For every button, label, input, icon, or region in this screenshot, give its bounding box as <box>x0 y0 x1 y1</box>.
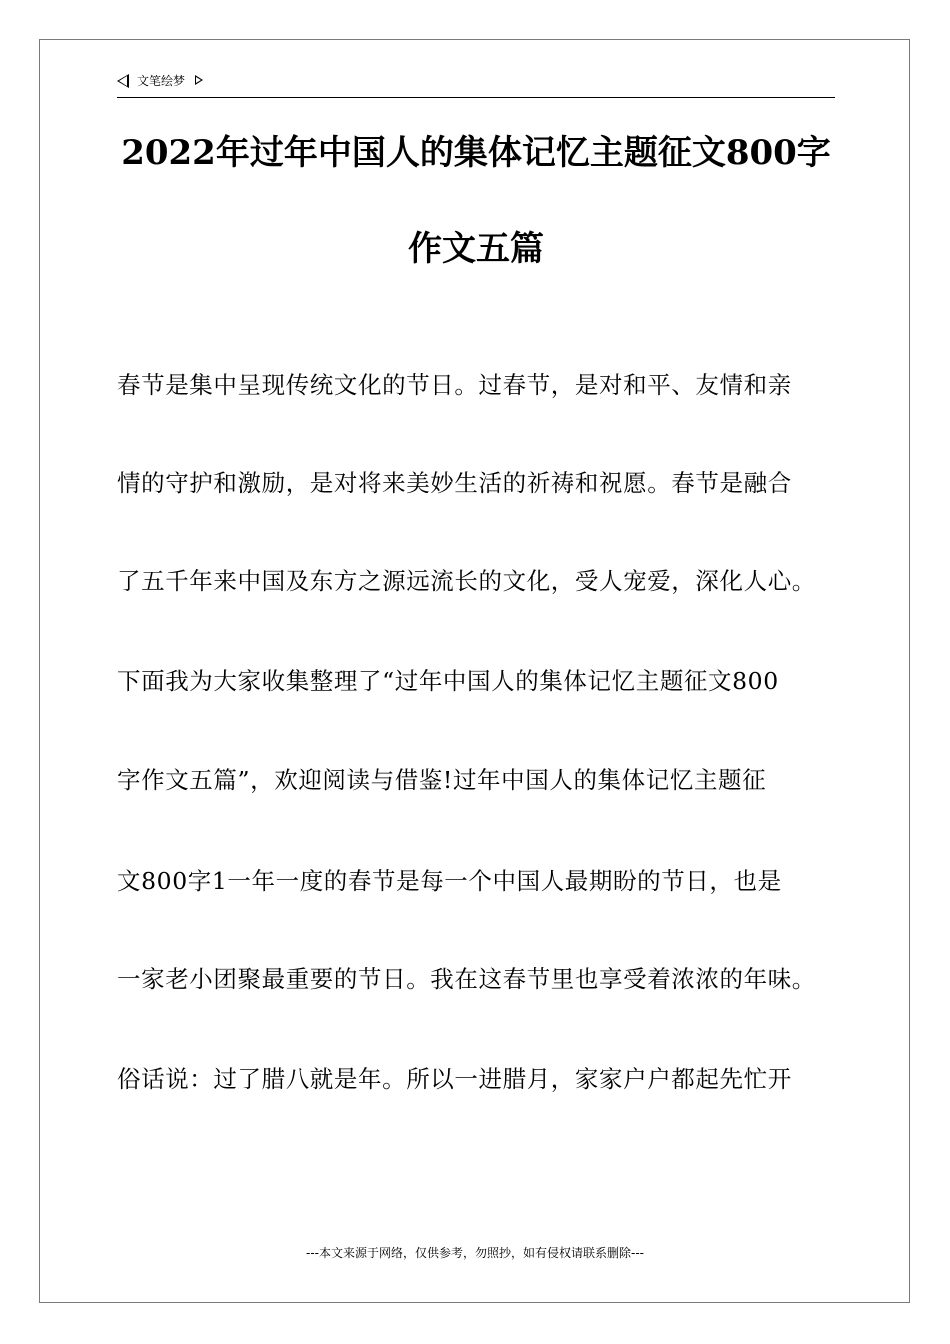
footer-disclaimer: ---本文来源于网络，仅供参考，勿照抄，如有侵权请联系删除--- <box>306 1246 644 1260</box>
triangle-right-icon <box>195 75 203 85</box>
body-line: 文800字1一年一度的春节是每一个中国人最期盼的节日，也是 <box>117 867 782 895</box>
body-line: 下面我为大家收集整理了“过年中国人的集体记忆主题征文800 <box>117 667 779 695</box>
body-line: 春节是集中呈现传统文化的节日。过春节，是对和平、友情和亲 <box>117 371 792 399</box>
body-line: 一家老小团聚最重要的节日。我在这春节里也享受着浓浓的年味。 <box>117 965 816 993</box>
triangle-left-icon <box>117 74 129 88</box>
body-line: 字作文五篇”，欢迎阅读与借鉴!过年中国人的集体记忆主题征 <box>117 766 767 794</box>
document-title-line-2: 作文五篇 <box>408 229 544 269</box>
header-brand: 文笔绘梦 <box>137 74 186 88</box>
document-title-line-1: 2022年过年中国人的集体记忆主题征文800字 <box>121 133 831 173</box>
body-line: 情的守护和激励，是对将来美妙生活的祈祷和祝愿。春节是融合 <box>117 469 792 497</box>
body-line: 俗话说：过了腊八就是年。所以一进腊月，家家户户都起先忙开 <box>117 1065 792 1093</box>
page-header <box>117 72 835 98</box>
body-line: 了五千年来中国及东方之源远流长的文化，受人宠爱，深化人心。 <box>117 567 816 595</box>
